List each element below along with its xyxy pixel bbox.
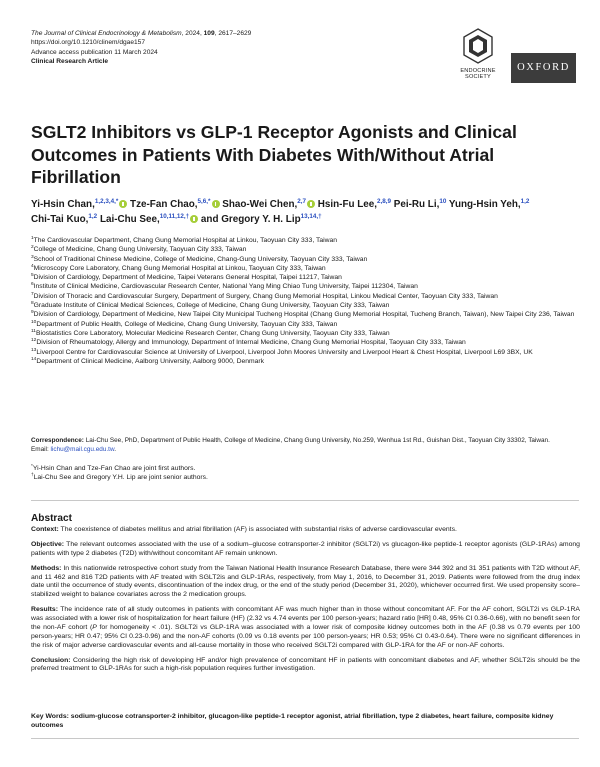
author-separator: and <box>198 213 222 225</box>
affiliation: $^{10}$Department of Public Health, College of Medicine, Chang Gung University, Taoyuan City 333, Taiwan <box>31 319 338 328</box>
affiliation: $^{12}$Division of Rheumatology, Allergy and Immunology, Department of Internal Medicine, Chang Gung Memorial Hospital, Taoyuan City 333, Taiwan <box>31 338 466 347</box>
author <box>394 199 447 210</box>
author-list <box>31 198 579 227</box>
abstract-methods: Methods: In this nationwide retrospective cohort study from the Taiwan National Health Insurance Research Database, there were 344 392 and 31 351 patients with T2D without AF, and 11 462 and 816 T2D patients with AF treated with SGLT2is and GLP-1RAs, respectively, from May 1, 2016, to December 31, 2019. Patients were followed from the drug index date until the occurrence of study events, discontinuation of the index drug, or the end of the study period (December 31, 2020), whichever occurred first. We used propensity score–stabilized weight to balance covariates across the 2 medication groups. <box>31 564 580 599</box>
orcid-icon[interactable] <box>307 200 315 208</box>
abstract-context: Context: The coexistence of diabetes mellitus and atrial fibrillation (AF) is associated with substantial risks of adverse cardiovascular events. <box>31 526 457 533</box>
author <box>221 214 321 225</box>
affiliation: $^8$Graduate Institute of Clinical Medical Sciences, College of Medicine, Chang Gung University, Taoyuan City 333, Taiwan <box>31 301 390 310</box>
affiliation: $^{13}$Liverpool Centre for Cardiovascular Science at University of Liverpool, Liverpool John Moores University and Liverpool Heart & Chest Hospital, Liverpool L69 3BX, UK <box>31 347 533 356</box>
author-name: Yi-Hsin Chan, <box>31 199 95 210</box>
note-joint-senior: †Lai-Chu See and Gregory Y.H. Lip are joint senior authors. <box>31 473 208 482</box>
orcid-icon[interactable] <box>190 215 198 223</box>
affiliation: $^1$The Cardiovascular Department, Chang Gung Memorial Hospital at Linkou, Taoyuan City 333, Taiwan <box>31 236 337 244</box>
affiliation: $^4$Microscopy Core Laboratory, Chang Gung Memorial Hospital at Linkou, Taoyuan City 333, Taiwan <box>31 263 326 272</box>
affiliation: $^{14}$Department of Clinical Medicine, Aalborg University, Aalborg 9000, Denmark <box>31 356 264 365</box>
orcid-icon[interactable] <box>212 200 220 208</box>
abstract-conclusion: Conclusion: Considering the high risk of developing HF and/or high prevalence of concomitant HF in patients with concomitant diabetes and AF, whether SGLT2is should be the preferred treatment to GLP-1RAs for such a high-risk population requires further investigation. <box>31 656 580 673</box>
society-name-line2: SOCIETY <box>465 74 491 80</box>
author-name: Tze-Fan Chao, <box>130 199 198 210</box>
divider <box>31 500 579 501</box>
author-affiliation-marks: 10,11,12,† <box>159 212 190 220</box>
author-name: Yung-Hsin Yeh, <box>448 199 521 210</box>
author-name: Lai-Chu See, <box>99 213 160 225</box>
author-affiliation-marks: 5,6,* <box>197 198 211 205</box>
author-affiliation-marks: 1,2 <box>520 198 530 205</box>
author-name: Gregory Y. H. Lip <box>221 213 301 225</box>
author <box>222 199 315 210</box>
author-affiliation-marks: 2,7 <box>297 198 306 205</box>
abstract-objective: Objective: The relevant outcomes associated with the use of a sodium–glucose cotransporter-2 inhibitor (SGLT2i) vs glucagon-like peptide-1 receptor agonists (GLP-1RAs) among patients with type 2 diabetes (T2D) with/without concomitant AF remain unknown. <box>31 540 580 557</box>
abstract-heading: Abstract <box>31 513 72 524</box>
society-name-line1: ENDOCRINE <box>460 68 496 74</box>
author-name: Shao-Wei Chen, <box>222 199 298 210</box>
affiliation: $^7$Division of Thoracic and Cardiovascular Surgery, Department of Surgery, Chang Gung Memorial Hospital, Linkou Medical Center, Taoyuan City 333, Taiwan <box>31 291 498 300</box>
author <box>31 214 97 225</box>
author <box>100 214 198 225</box>
affiliation: $^6$Institute of Clinical Medicine, Cardiovascular Research Center, National Yang Ming Chiao Tung University, Taipei 112304, Taiwan <box>31 282 418 291</box>
endocrine-society-icon <box>462 27 494 65</box>
author-affiliation-marks: 10 <box>439 198 447 205</box>
affiliation: $^3$School of Traditional Chinese Medicine, College of Medicine, Chang-Gung University, Taoyuan City 333, Taiwan <box>31 254 368 263</box>
article-title: SGLT2 Inhibitors vs GLP-1 Receptor Agonists and Clinical Outcomes in Patients With Diabetes With/Without Atrial Fibrillation <box>31 122 517 187</box>
access-date: Advance access publication 11 March 2024 <box>31 48 158 56</box>
author <box>130 199 219 210</box>
keywords: Key Words: sodium-glucose cotransporter-2 inhibitor, glucagon-like peptide-1 receptor agonist, atrial fibrillation, type 2 diabetes, heart failure, composite kidney outcomes <box>31 713 554 729</box>
affiliation: $^9$Division of Cardiology, Department of Medicine, New Taipei City Municipal Tucheng Hospital (Chang Gung Memorial Hospital, Tucheng Branch, Taiwan), New Taipei City 236, Taiwan <box>31 310 575 319</box>
author-affiliation-marks: 1,2 <box>88 212 98 220</box>
affiliation-list <box>31 236 579 366</box>
affiliation: $^2$College of Medicine, Chang Gung University, Taoyuan City 333, Taiwan <box>31 245 247 254</box>
oxford-logo: OXFORD <box>511 53 576 83</box>
author <box>318 199 391 210</box>
author-affiliation-marks: 1,2,3,4,* <box>94 198 119 205</box>
author-affiliation-marks: 2,8,9 <box>377 198 392 205</box>
article-type: Clinical Research Article <box>31 58 109 66</box>
author-name: Hsin-Fu Lee, <box>317 199 378 210</box>
correspondence: Correspondence: Lai-Chu See, PhD, Department of Public Health, College of Medicine, Chang Gung University, No.259, Wenhua 1st Rd., Guishan Dist., Taoyuan City 33302, Taiwan. Email: lichu@mail.cgu.edu.tw. <box>31 437 550 453</box>
endocrine-society-logo <box>453 27 503 87</box>
author <box>449 199 529 210</box>
author-name: Pei-Ru Li, <box>393 199 440 210</box>
affiliation: $^{11}$Biostatistics Core Laboratory, Molecular Medicine Research Center, Chang Gung University, Taoyuan City 333, Taiwan <box>31 328 390 337</box>
author-notes <box>31 464 579 483</box>
doi-link[interactable]: https://doi.org/10.1210/clinem/dgae157 <box>31 39 146 47</box>
abstract-results: Results: The incidence rate of all study outcomes in patients with concomitant AF was much higher than in those without concomitant AF. For the AF cohort, SGLT2i vs GLP-1RA was associated with a lower risk of hospitalization for heart failure (HF) (2.32 vs 4.74 events per 100 person-years; hazard ratio [HR] 0.48, 95% CI 0.36-0.66), with no benefit seen for the non-AF cohort (P for homogeneity < .01). SGLT2i vs GLP-1RA was associated with a lower risk of composite kidney outcomes both in the AF (0.38 vs 0.79 events per 100 person-years; HR 0.47; 95% CI 0.23-0.96) and the non-AF cohorts (0.09 vs 0.18 events per 100 person-years; HR 0.53; 95% CI 0.43-0.64). There were no significant differences in the risk of major adverse cardiovascular events and all-cause mortality in those who received SGLT2i compared with GLP-1RA for the AF or non-AF cohorts. <box>31 606 580 649</box>
journal-name: The Journal of Clinical Endocrinology & Metabolism <box>31 30 182 37</box>
author-name: Chi-Tai Kuo, <box>31 213 89 225</box>
divider-bottom <box>31 738 579 739</box>
affiliation: $^5$Division of Cardiology, Department of Medicine, Taipei Veterans General Hospital, Taipei 11217, Taiwan <box>31 273 342 282</box>
abstract-body <box>31 526 580 680</box>
email-link[interactable]: lichu@mail.cgu.edu.tw <box>50 445 115 453</box>
author <box>31 199 127 210</box>
journal-citation: The Journal of Clinical Endocrinology & Metabolism, 2024, 109, 2617–2629 <box>31 30 252 37</box>
author-affiliation-marks: 13,14,† <box>300 212 322 220</box>
journal-header <box>31 29 411 67</box>
note-joint-first: *Yi-Hsin Chan and Tze-Fan Chao are joint first authors. <box>31 464 196 472</box>
